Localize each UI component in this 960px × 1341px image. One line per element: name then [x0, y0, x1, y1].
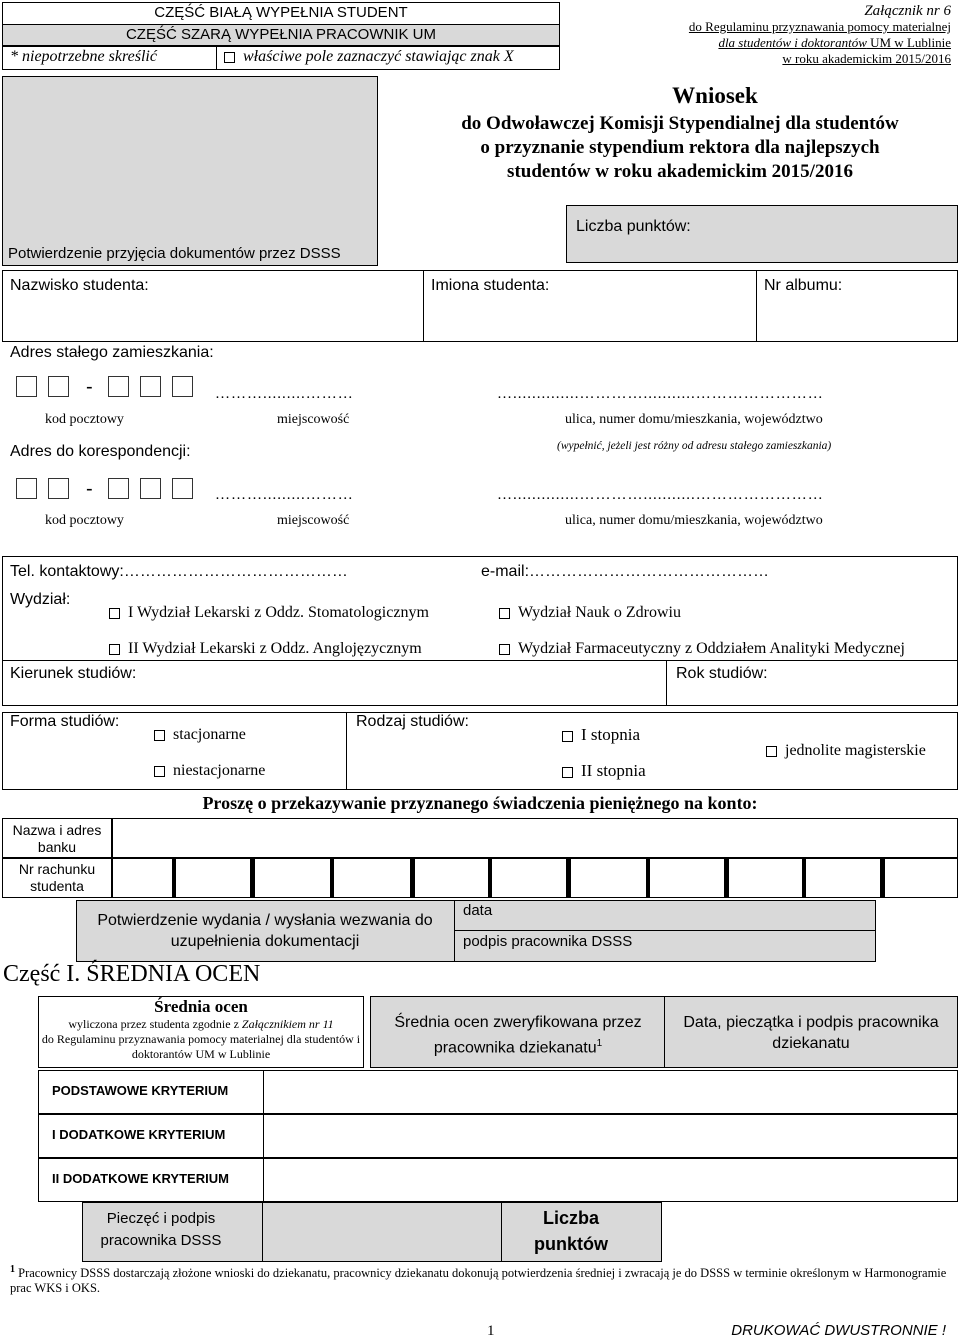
faculty-label: Wydział:	[10, 591, 71, 608]
checkbox-icon[interactable]	[109, 644, 120, 655]
account-label: Nr rachunku studenta	[18, 861, 96, 894]
part1-heading: Część I. ŚREDNIA OCEN	[3, 961, 261, 987]
checkbox-icon[interactable]	[499, 608, 510, 619]
dsss-stamp-label: Pieczęć i podpis pracownika DSSS	[100, 1210, 222, 1249]
correspondence-note: (wypełnić, jeżeli jest różny od adresu stałego zamieszkania)	[557, 440, 832, 452]
postal-box[interactable]	[172, 478, 193, 499]
criterion-additional-1: I DODATKOWE KRYTERIUM	[52, 1127, 226, 1142]
street-field[interactable]: …..............…………...........……………………	[497, 386, 824, 402]
city-caption: miejscowość	[277, 412, 350, 427]
postal-box[interactable]	[108, 376, 129, 397]
summons-text: Potwierdzenie wydania / wysłania wezwania do uzupełnienia dokumentacji	[97, 912, 433, 950]
page-number: 1	[487, 1323, 495, 1339]
correspondence-address-label: Adres do korespondencji:	[10, 443, 191, 460]
legend-gray: CZĘŚĆ SZARĄ WYPEŁNIA PRACOWNIK UM	[125, 26, 437, 43]
postal-box[interactable]	[140, 376, 161, 397]
postal-box[interactable]	[172, 376, 193, 397]
street-caption: ulica, numer domu/mieszkania, województwo	[565, 513, 823, 528]
checkbox-icon[interactable]	[499, 644, 510, 655]
phone-field[interactable]: Tel. kontaktowy:……………………………………	[10, 563, 348, 580]
faculty-option-1[interactable]: I Wydział Lekarski z Oddz. Stomatologicznym	[109, 604, 429, 622]
course-field[interactable]: Kierunek studiów:	[10, 665, 137, 682]
bank-heading: Proszę o przekazywanie przyznanego świadczenia pieniężnego na konto:	[202, 793, 758, 813]
postal-box[interactable]	[48, 478, 69, 499]
checkbox-icon[interactable]	[766, 746, 777, 757]
faculty-option-3[interactable]: II Wydział Lekarski z Oddz. Anglojęzycznym	[109, 640, 422, 658]
legend-white: CZĘŚĆ BIAŁĄ WYPEŁNIA STUDENT	[154, 4, 408, 21]
checkbox-icon[interactable]	[154, 730, 165, 741]
form-option-parttime[interactable]: niestacjonarne	[154, 762, 265, 780]
postal-caption: kod pocztowy	[45, 412, 124, 427]
checkbox-icon[interactable]	[109, 608, 120, 619]
names-field[interactable]: Imiona studenta:	[431, 277, 550, 294]
checkbox-icon[interactable]	[154, 766, 165, 777]
points-total-label: Liczba punktów	[534, 1208, 608, 1254]
city-caption: miejscowość	[277, 513, 350, 528]
surname-field[interactable]: Nazwisko studenta:	[10, 277, 149, 294]
checkbox-icon[interactable]	[562, 731, 573, 742]
email-field[interactable]: e-mail:………………………………………	[481, 563, 770, 580]
street-caption: ulica, numer domu/mieszkania, województwo	[565, 412, 823, 427]
form-subtitle: do Odwoławczej Komisji Stypendialnej dla studentów o przyznanie stypendium rektora dla najlepszych studentów w roku akademickim 2015/2016	[461, 113, 899, 182]
account-number-field[interactable]	[112, 858, 958, 898]
criterion-basic: PODSTAWOWE KRYTERIUM	[52, 1083, 229, 1098]
print-note: DRUKOWAĆ DWUSTRONNIE !	[731, 1322, 946, 1339]
street-field[interactable]: …..............…………...........……………………	[497, 487, 824, 503]
summons-signature[interactable]: podpis pracownika DSSS	[463, 933, 633, 950]
legend-check: właściwe pole zaznaczyć stawiając znak X	[224, 48, 514, 66]
faculty-option-2[interactable]: Wydział Nauk o Zdrowiu	[499, 604, 681, 622]
type-option-second[interactable]: II stopnia	[562, 761, 646, 781]
annex-note: Załącznik nr 6 do Regulaminu przyznawania pomocy materialnej dla studentów i doktorantów UM w Lublinie w roku akademickim 2015/2016	[688, 3, 951, 66]
postal-box[interactable]	[48, 376, 69, 397]
checkbox-icon[interactable]	[562, 767, 573, 778]
postal-dash: -	[86, 478, 93, 500]
album-field[interactable]: Nr albumu:	[764, 277, 843, 294]
city-field[interactable]: ……….........………	[215, 386, 354, 402]
checkbox-icon	[224, 52, 235, 63]
permanent-address-label: Adres stałego zamieszkania:	[10, 344, 214, 361]
legend-strike: * niepotrzebne skreślić	[10, 48, 157, 65]
city-field[interactable]: ……….........………	[215, 487, 354, 503]
form-option-fulltime[interactable]: stacjonarne	[154, 726, 246, 744]
year-field[interactable]: Rok studiów:	[676, 665, 768, 682]
dean-stamp-text: Data, pieczątka i podpis pracownika dziekanatu	[683, 1014, 939, 1052]
type-option-first[interactable]: I stopnia	[562, 725, 640, 745]
type-option-uniform[interactable]: jednolite magisterskie	[766, 742, 926, 760]
summons-date[interactable]: data	[463, 902, 493, 919]
form-label: Forma studiów:	[10, 713, 120, 730]
postal-dash: -	[86, 376, 93, 398]
postal-caption: kod pocztowy	[45, 513, 124, 528]
postal-box[interactable]	[16, 376, 37, 397]
postal-box[interactable]	[108, 478, 129, 499]
bank-name-field[interactable]	[112, 818, 958, 858]
form-title: Wniosek	[672, 83, 758, 108]
average-verified-text: Średnia ocen zweryfikowana przez pracownika dziekanatu$^1$	[394, 1014, 642, 1057]
postal-box[interactable]	[140, 478, 161, 499]
faculty-option-4[interactable]: Wydział Farmaceutyczny z Oddziałem Analityki Medycznej	[499, 640, 905, 658]
dsss-confirmation-box	[2, 76, 378, 266]
average-student-text: Średnia ocen wyliczona przez studenta zgodnie z Załącznikiem nr 11 do Regulaminu przyznawania pomocy materialnej dla studentów i doktorantów UM w Lublinie	[41, 997, 361, 1061]
type-label: Rodzaj studiów:	[356, 713, 469, 730]
points-label: Liczba punktów:	[576, 218, 691, 235]
criterion-additional-2: II DODATKOWE KRYTERIUM	[52, 1171, 229, 1186]
dsss-confirmation-label: Potwierdzenie przyjęcia dokumentów przez DSSS	[8, 245, 341, 262]
bank-name-label: Nazwa i adres banku	[12, 822, 102, 855]
postal-box[interactable]	[16, 478, 37, 499]
footnote: $^1$ Pracownicy DSSS dostarczają złożone wnioski do dziekanatu, pracownicy dziekanatu dokonują potwierdzenia średniej i zwracają je do DSSS w terminie określonym w Harmonogramie prac WKS i OKS.	[10, 1264, 947, 1296]
